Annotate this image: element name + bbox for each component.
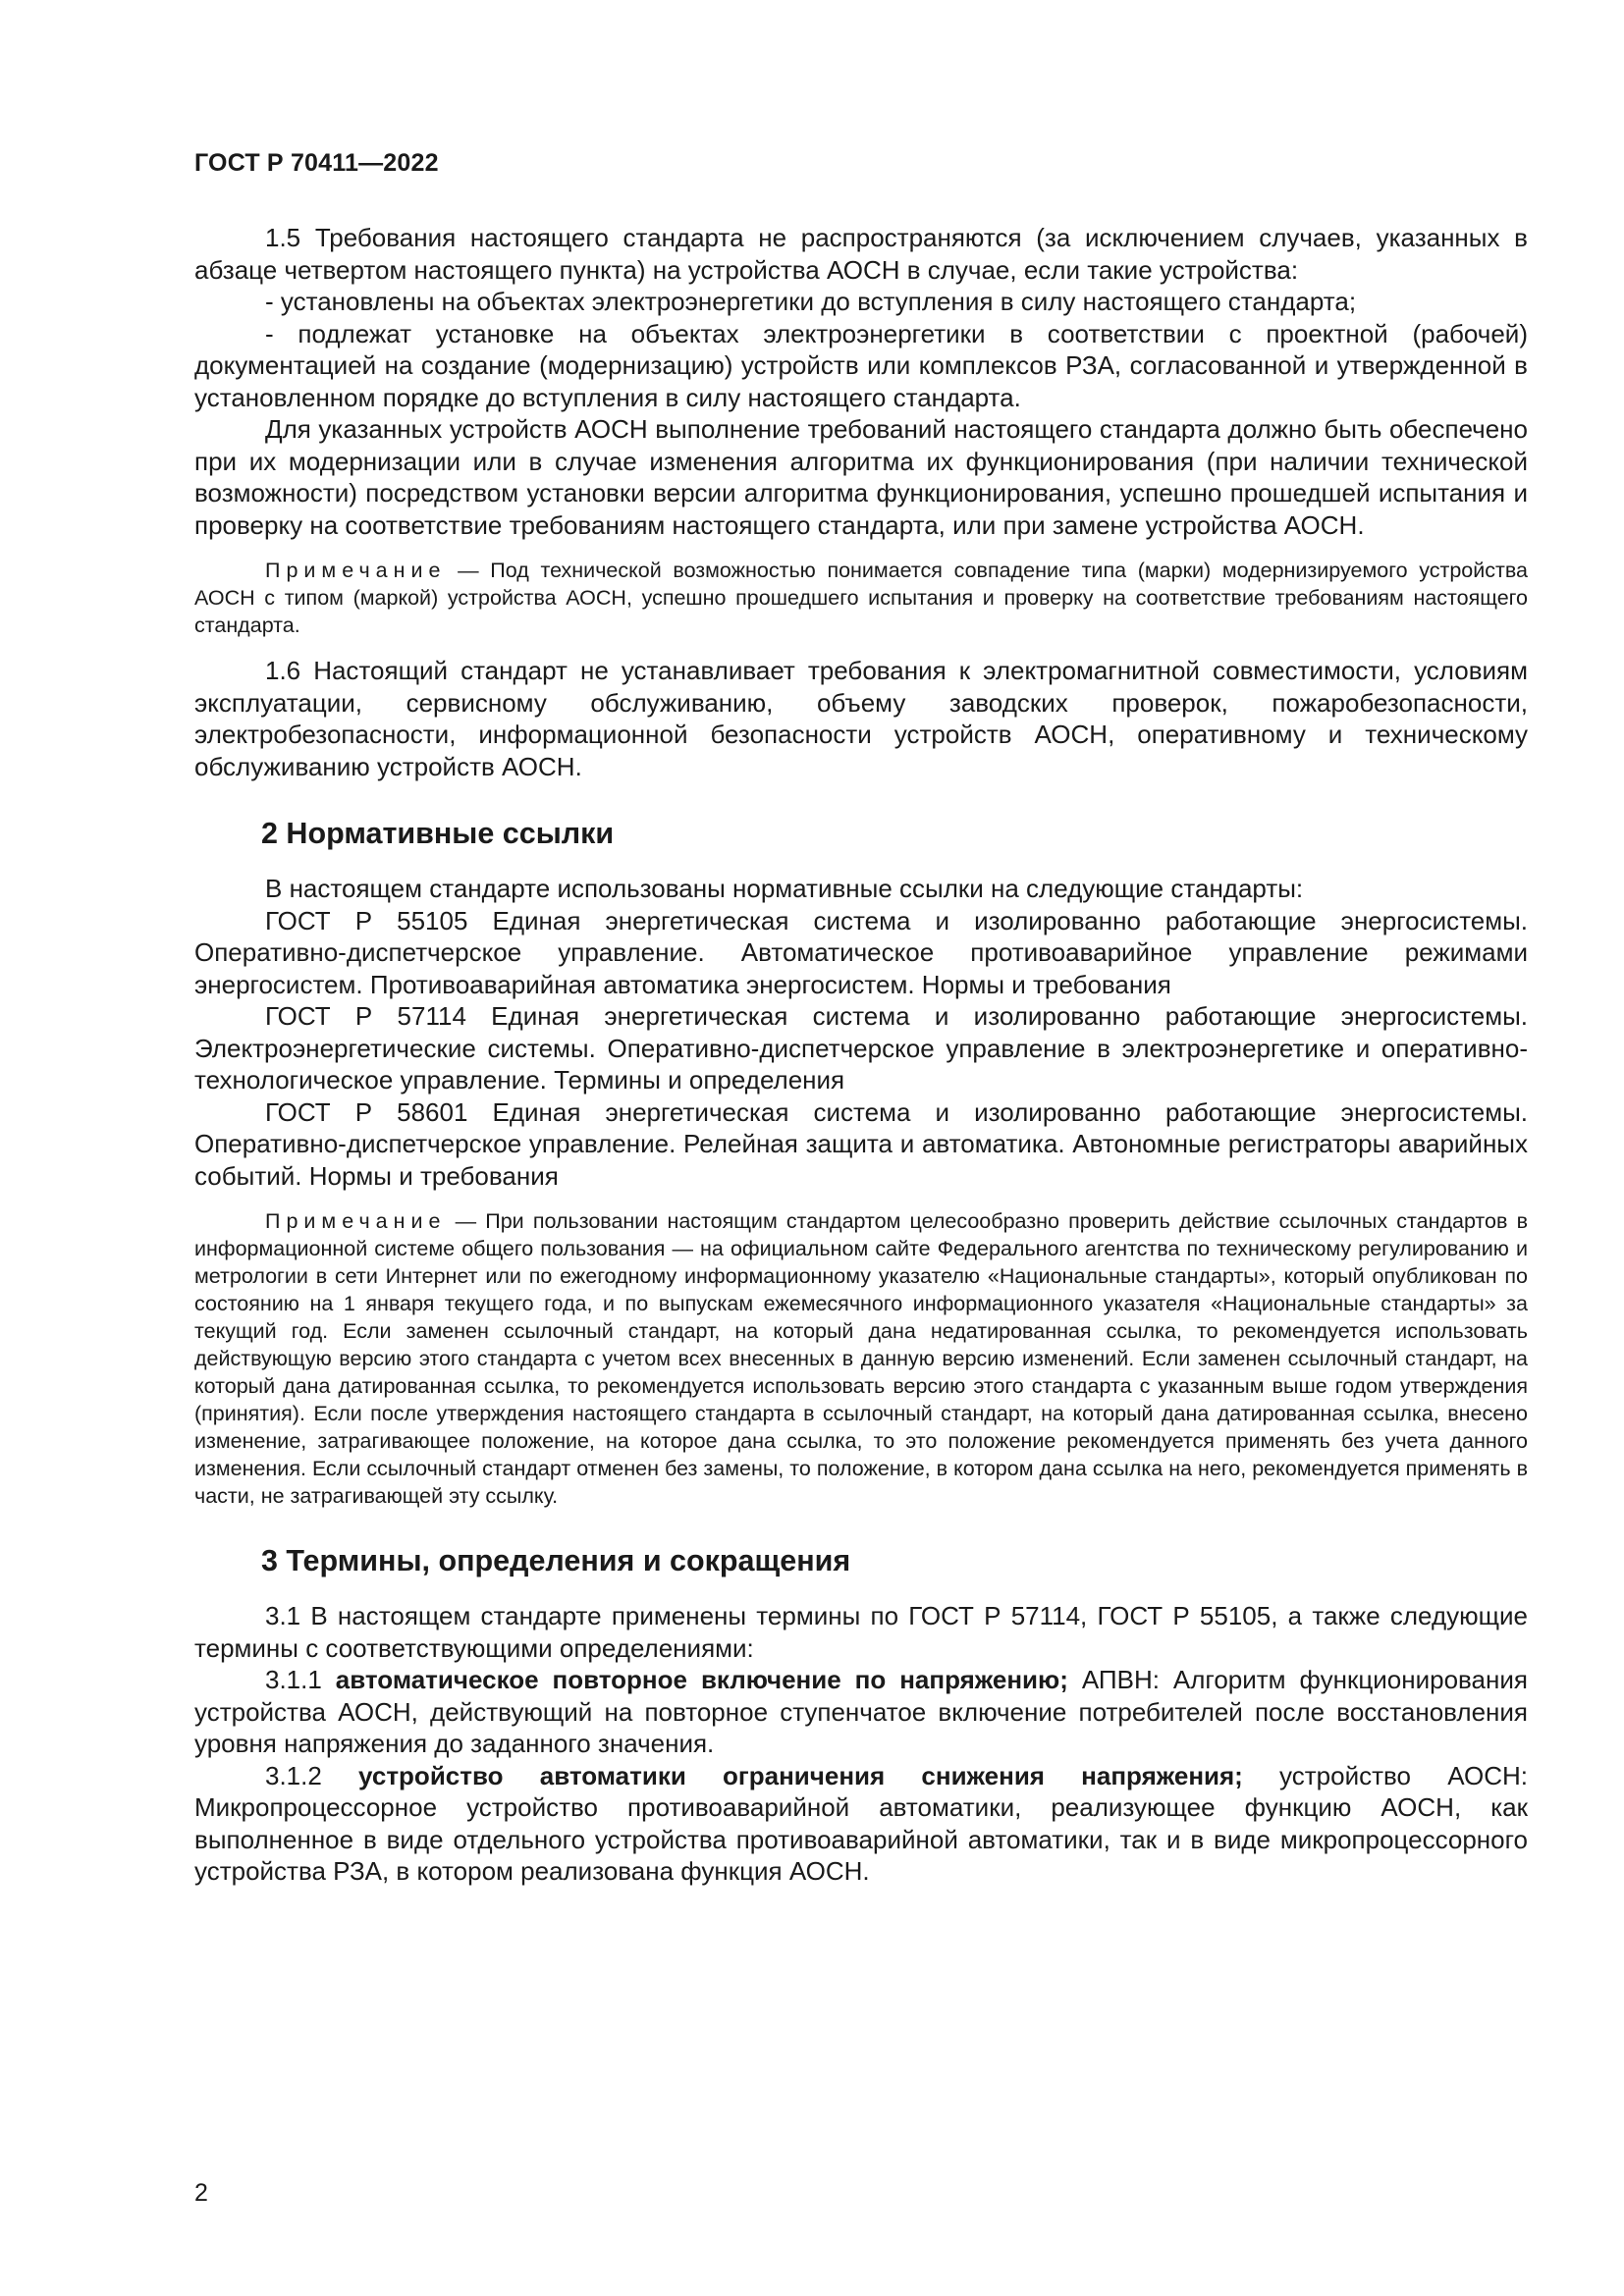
clause-1-6: 1.6 Настоящий стандарт не устанавливает требования к электромагнитной совместимости, условиям эксплуатации, сервисному обслуживанию, объему заводских проверок, пожаробезопасности, электробезопасности, информационной безопасности устройств АОСН, оперативному и техническому обслуживанию устройств АОСН.: [194, 656, 1528, 781]
note-label: Примечание: [265, 559, 447, 582]
clause-3-1: 3.1 В настоящем стандарте применены термины по ГОСТ Р 57114, ГОСТ Р 55105, а также следующие термины с соответствующими определениями:: [194, 1601, 1528, 1663]
document-header: ГОСТ Р 70411—2022: [194, 149, 439, 177]
reference-item: ГОСТ Р 58601 Единая энергетическая система и изолированно работающие энергосистемы. Оперативно-диспетчерское управление. Релейная защита и автоматика. Автономные регистраторы аварийных событий. Нормы и требования: [194, 1096, 1528, 1191]
note: [194, 557, 1528, 639]
section-heading-3: 3 Термины, определения и сокращения: [261, 1544, 851, 1577]
definition: устройство АОСН: Микропроцессорное устройство противоаварийной автоматики, реализующее функцию АОСН, как выполненное в виде отдельного устройства противоаварийной автоматики, так и в виде микропроцессорного устройства РЗА, в котором реализована функция АОСН.: [194, 1760, 1528, 1886]
clause-1-5: 1.5 Требования настоящего стандарта не распространяются (за исключением случаев, указанных в абзаце четвертом настоящего пункта) на устройства АОСН в случае, если такие устройства:: [194, 223, 1528, 285]
definition: АПВН: Алгоритм функционирования устройства АОСН, действующий на повторное ступенчатое включение потребителей после восстановления уровня напряжения до заданного значения.: [194, 1665, 1528, 1758]
section-heading-2: 2 Нормативные ссылки: [261, 817, 615, 850]
page-number: 2: [194, 2179, 208, 2207]
note: [194, 1207, 1528, 1510]
reference-item: ГОСТ Р 55105 Единая энергетическая система и изолированно работающие энергосистемы. Оперативно-диспетчерское управление. Автоматическое противоаварийное управление режимами энергосистем. Противоаварийная автоматика энергосистем. Нормы и требования: [194, 905, 1528, 999]
note-text: — При пользовании настоящим стандартом целесообразно проверить действие ссылочных стандартов в информационной системе общего пользования — на официальном сайте Федерального агентства по техническому регулированию и метрологии в сети Интернет или по ежегодному информационному указателю «Национальные стандарты», который опубликован по состоянию на 1 января текущего года, и по выпускам ежемесячного информационного указателя «Национальные стандарты» за текущий год. Если заменен ссылочный стандарт, на который дана недатированная ссылка, то рекомендуется использовать действующую версию этого стандарта с учетом всех внесенных в данную версию изменений. Если заменен ссылочный стандарт, на который дана датированная ссылка, то рекомендуется использовать версию этого стандарта с указанным выше годом утверждения (принятия). Если после утверждения настоящего стандарта в ссылочный стандарт, на который дана датированная ссылка, внесено изменение, затрагивающее положение, на которое дана ссылка, то это положение рекомендуется применять без учета данного изменения. Если ссылочный стандарт отменен без замены, то положение, в котором дана ссылка на него, рекомендуется применять в части, не затрагивающей эту ссылку.: [194, 1209, 1528, 1508]
term-definition: [194, 1664, 1528, 1760]
note-text: — Под технической возможностью понимается совпадение типа (марки) модернизируемого устройства АОСН с типом (маркой) устройства АОСН, успешно прошедшего испытания и проверку на соответствие требованиям настоящего стандарта.: [194, 559, 1528, 637]
paragraph: В настоящем стандарте использованы нормативные ссылки на следующие стандарты:: [265, 874, 1304, 903]
term-number: 3.1.2: [265, 1760, 359, 1790]
term-definition: [194, 1760, 1528, 1888]
paragraph: Для указанных устройств АОСН выполнение требований настоящего стандарта должно быть обеспечено при их модернизации или в случае изменения алгоритма их функционирования (при наличии технической возможности) посредством установки версии алгоритма функционирования, успешно прошедшей испытания и проверку на соответствие требованиям настоящего стандарта, или при замене устройства АОСН.: [194, 414, 1528, 540]
note-label: Примечание: [265, 1209, 447, 1233]
list-item: - установлены на объектах электроэнергетики до вступления в силу настоящего стандарта;: [265, 287, 1357, 316]
reference-item: ГОСТ Р 57114 Единая энергетическая система и изолированно работающие энергосистемы. Электроэнергетические системы. Оперативно-диспетчерское управление в электроэнергетике и оперативно-технологическое управление. Термины и определения: [194, 1001, 1528, 1095]
term: автоматическое повторное включение по напряжению;: [335, 1665, 1068, 1694]
term-number: 3.1.1: [265, 1665, 336, 1694]
document-body: [194, 222, 1528, 1888]
term: устройство автоматики ограничения снижения напряжения;: [358, 1760, 1243, 1790]
list-item: - подлежат установке на объектах электроэнергетики в соответствии с проектной (рабочей) документацией на создание (модернизацию) устройств или комплексов РЗА, согласованной и утвержденной в установленном порядке до вступления в силу настоящего стандарта.: [194, 318, 1528, 412]
